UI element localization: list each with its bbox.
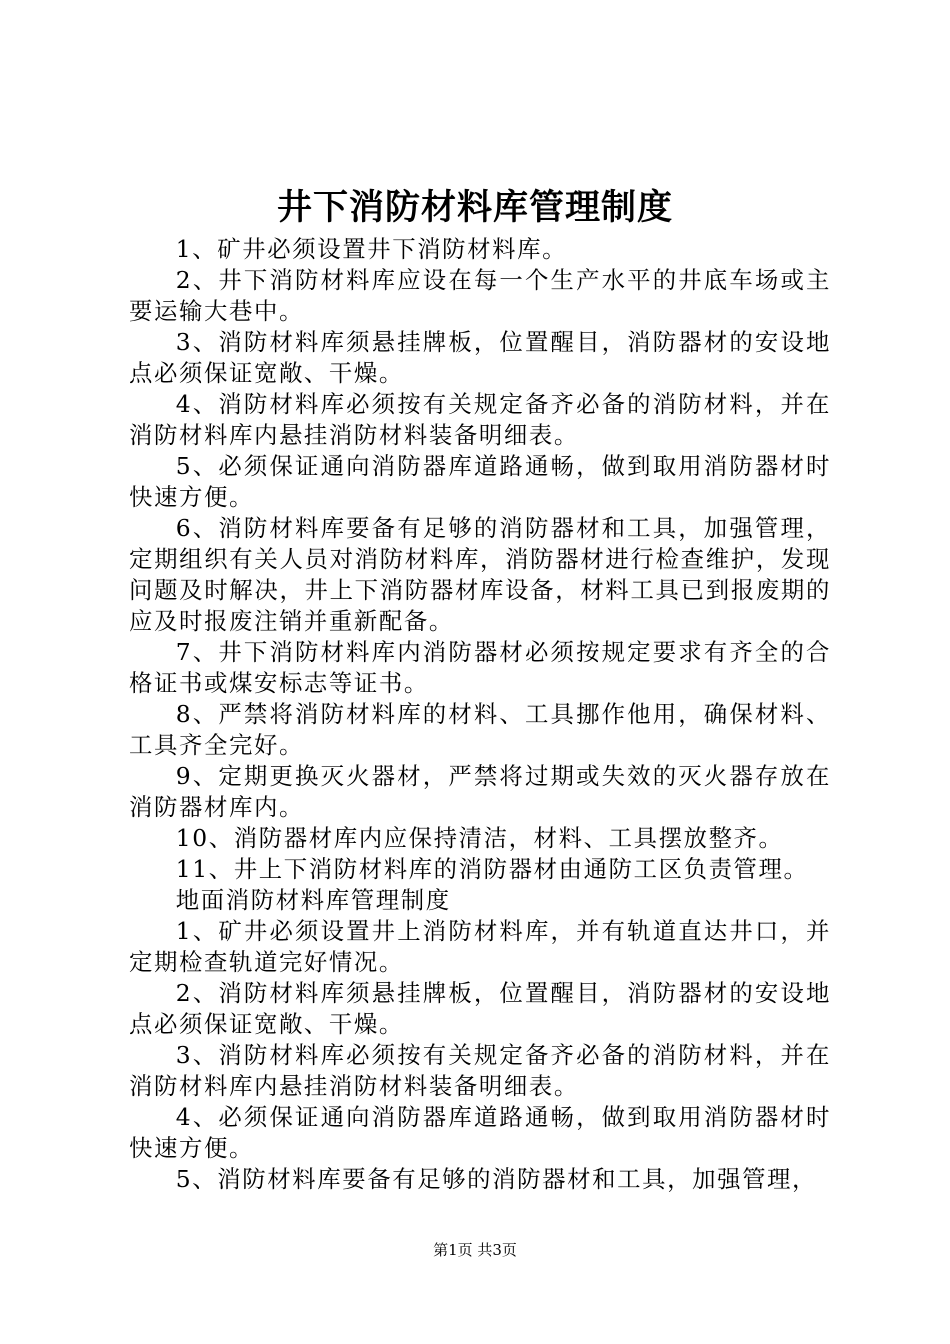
paragraph: 2、井下消防材料库应设在每一个生产水平的井底车场或主要运输大巷中。 [129, 266, 831, 325]
document-body [129, 234, 831, 1195]
page-number-footer: 第1页 共3页 [433, 1241, 517, 1259]
paragraph: 3、消防材料库必须按有关规定备齐必备的消防材料，并在消防材料库内悬挂消防材料装备明细表。 [129, 1041, 831, 1100]
paragraph: 9、定期更换灭火器材，严禁将过期或失效的灭火器存放在消防器材库内。 [129, 762, 831, 821]
paragraph: 6、消防材料库要备有足够的消防器材和工具，加强管理，定期组织有关人员对消防材料库，消防器材进行检查维护，发现问题及时解决，井上下消防器材库设备，材料工具已到报废期的应及时报废注销并重新配备。 [129, 514, 831, 635]
paragraph: 3、消防材料库须悬挂牌板，位置醒目，消防器材的安设地点必须保证宽敞、干燥。 [129, 328, 831, 387]
paragraph: 11、井上下消防材料库的消防器材由通防工区负责管理。 [175, 855, 809, 883]
paragraph: 5、消防材料库要备有足够的消防器材和工具，加强管理， [175, 1165, 818, 1193]
paragraph: 10、消防器材库内应保持清洁，材料、工具摆放整齐。 [175, 824, 784, 852]
section-heading: 地面消防材料库管理制度 [175, 886, 451, 914]
paragraph: 1、矿井必须设置井下消防材料库。 [175, 235, 568, 263]
paragraph: 2、消防材料库须悬挂牌板，位置醒目，消防器材的安设地点必须保证宽敞、干燥。 [129, 979, 831, 1038]
paragraph: 4、必须保证通向消防器库道路通畅，做到取用消防器材时快速方便。 [129, 1103, 831, 1162]
document-title: 井下消防材料库管理制度 [276, 187, 673, 228]
paragraph: 1、矿井必须设置井上消防材料库，并有轨道直达井口，并定期检查轨道完好情况。 [129, 917, 831, 976]
paragraph: 8、严禁将消防材料库的材料、工具挪作他用，确保材料、工具齐全完好。 [129, 700, 831, 759]
paragraph: 7、井下消防材料库内消防器材必须按规定要求有齐全的合格证书或煤安标志等证书。 [129, 638, 831, 697]
paragraph: 5、必须保证通向消防器库道路通畅，做到取用消防器材时快速方便。 [129, 452, 831, 511]
paragraph: 4、消防材料库必须按有关规定备齐必备的消防材料，并在消防材料库内悬挂消防材料装备明细表。 [129, 390, 831, 449]
